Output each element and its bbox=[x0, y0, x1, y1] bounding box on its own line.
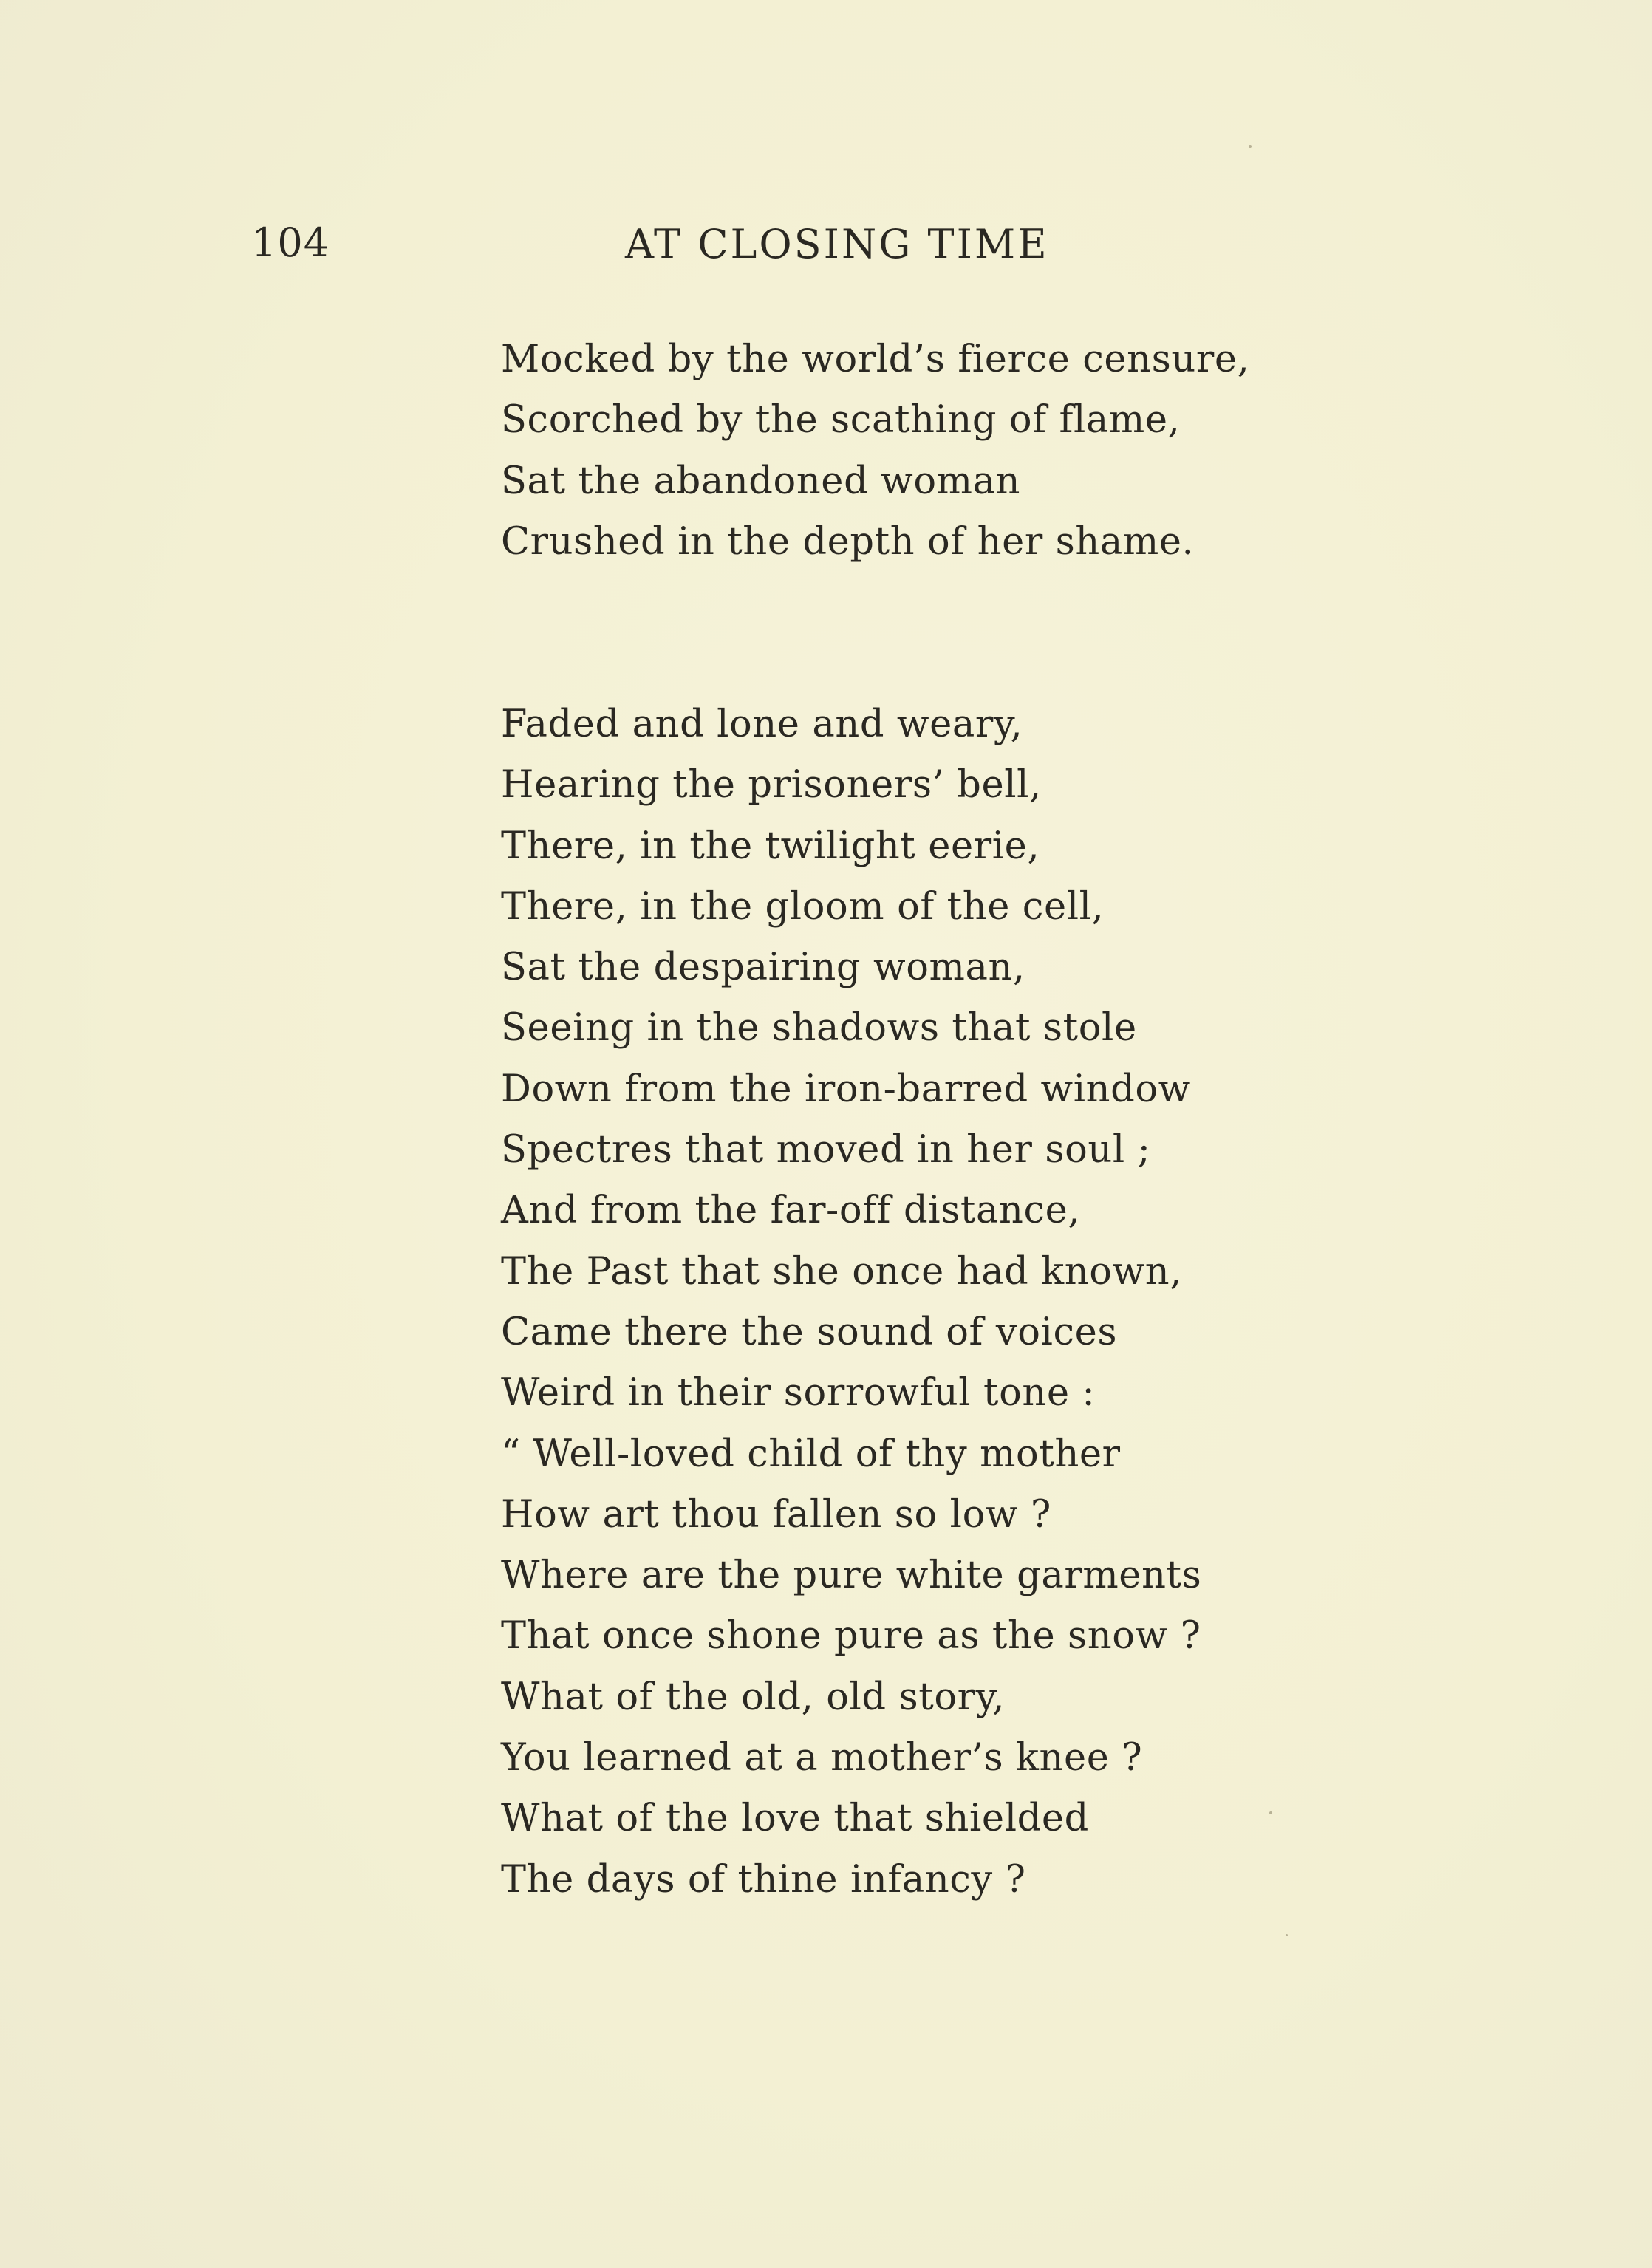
poem-line: Scorched by the scathing of flame, bbox=[501, 398, 1181, 443]
poem-line: Where are the pure white garments bbox=[501, 1554, 1202, 1598]
paper-speck bbox=[1249, 145, 1252, 148]
poem-line: Mocked by the world’s fierce censure, bbox=[501, 338, 1250, 381]
poem-line: Down from the iron-barred window bbox=[501, 1067, 1191, 1111]
poem-line: The days of thine infancy ? bbox=[501, 1857, 1026, 1902]
poem-line: And from the far-off distance, bbox=[501, 1189, 1081, 1233]
poem-line: Came there the sound of voices bbox=[501, 1310, 1118, 1354]
poem-line: What of the old, old story, bbox=[501, 1675, 1006, 1719]
poem-line: That once shone pure as the snow ? bbox=[501, 1614, 1201, 1659]
stanza-1 bbox=[501, 329, 1249, 573]
poem-line: Weird in their sorrowful tone : bbox=[501, 1371, 1096, 1415]
paper-speck bbox=[1269, 1811, 1272, 1814]
poem-line: Sat the abandoned woman bbox=[501, 459, 1021, 503]
poem-line: Crushed in the depth of her shame. bbox=[501, 519, 1195, 564]
page-number: 104 bbox=[251, 219, 330, 266]
poem-line: Sat the despairing woman, bbox=[501, 946, 1025, 990]
poem-line: Hearing the prisoners’ bell, bbox=[501, 763, 1042, 807]
poem-line: Seeing in the shadows that stole bbox=[501, 1006, 1137, 1051]
poem-line: What of the love that shielded bbox=[501, 1797, 1089, 1841]
poem-line: Faded and lone and weary, bbox=[501, 703, 1023, 746]
poem-line: How art thou fallen so low ? bbox=[501, 1492, 1051, 1537]
poem-line: “ Well-loved child of thy mother bbox=[501, 1432, 1121, 1476]
poem-line: The Past that she once had known, bbox=[501, 1249, 1183, 1294]
paper-speck bbox=[1286, 1934, 1288, 1936]
running-title: AT CLOSING TIME bbox=[625, 221, 1049, 267]
poem-line: You learned at a mother’s knee ? bbox=[501, 1736, 1143, 1780]
stanza-2 bbox=[501, 694, 1201, 1910]
poem-line: There, in the gloom of the cell, bbox=[501, 884, 1105, 929]
poem-line: Spectres that moved in her soul ; bbox=[501, 1128, 1151, 1172]
poem-line: There, in the twilight eerie, bbox=[501, 824, 1040, 868]
